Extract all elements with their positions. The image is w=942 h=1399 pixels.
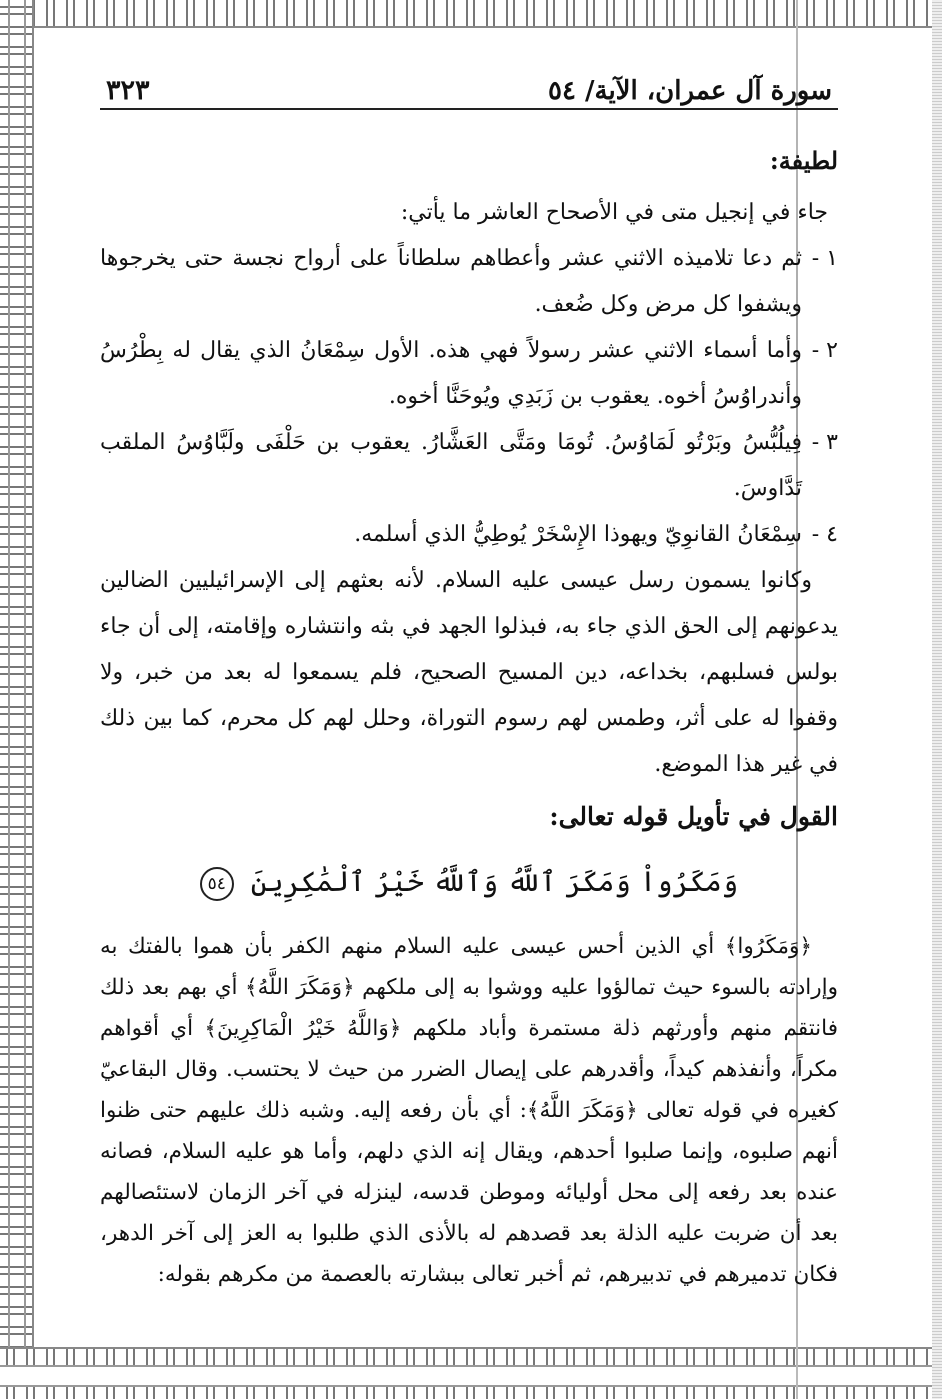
page-border-left bbox=[0, 0, 34, 1399]
ayah-number-marker: ٥٤ bbox=[200, 867, 234, 901]
closing-paragraph: وكانوا يسمون رسل عيسى عليه السلام. لأنه بعثهم إلى الإسرائيليين الضالين يدعونهم إلى الحق الذي جاء به، فبذلوا الجهد في بثه وانتشاره وإقامته، إلى أن جاء بولس فسلبهم، بخداعه، دين المسيح الصحيح، فلم يسمعوا له بعد من خبر، ولا وقفوا له على أثر، وطمس لهم رسوم التوراة، وحلل لهم كل محرم، كما بين ذلك في غير هذا الموضع. bbox=[100, 568, 839, 777]
commentary-paragraph: ﴿وَمَكَرُوا﴾ أي الذين أحس عيسى عليه السلام منهم الكفر بأن هموا بالفتك به وإرادته بالسوء حيث تمالؤوا عليه ووشوا به إلى ملكهم ﴿وَمَكَرَ اللَّهُ﴾ أي بهم بعد ذلك فانتقم منهم وأورثهم ذلة مستمرة وأباد ملكهم ﴿وَاللَّهُ خَيْرُ الْمَاكِرِينَ﴾ أي أقواهم مكراً، وأنفذهم كيداً، وأقدرهم على إيصال الضرر من حيث لا يحتسب. وقال البقاعيّ كغيره في قوله تعالى ﴿وَمَكَرَ اللَّهُ﴾: أي بأن رفعه إليه. وشبه ذلك عليهم حتى ظنوا أنهم صلبوه، وإنما صلبوا أحدهم، ويقال إنه الذي دلهم، وأما هو عليه السلام، فصانه عنده بعد رفعه إلى محل أوليائه وموطن قدسه، لينزله في آخر الزمان لاستئصالهم بعد أن ضربت عليه الذلة بعد قصدهم له بالأذى الذي طلبوا به العز إلى آخر الدهر، فكان تدميرهم في تدبيرهم، ثم أخبر تعالى ببشارته بالعصمة من مكرهم بقوله: bbox=[100, 934, 838, 1287]
list-item-text: فِيلُبُّسُ وبَرْتُو لَمَاوُسُ. تُومَا ومَتَّى العَشَّارُ. يعقوب بن حَلْفَى ولَبَّاوُسُ الملقب تَدَّاوسَ. bbox=[100, 430, 802, 501]
section-heading-latifa: لطيفة: bbox=[769, 146, 838, 175]
list-item bbox=[100, 512, 838, 558]
list-item-number: ٤ - bbox=[811, 522, 838, 547]
list-item bbox=[100, 236, 838, 328]
running-header bbox=[100, 56, 838, 110]
intro-line: جاء في إنجيل متى في الأصحاح العاشر ما يأتي: bbox=[400, 200, 828, 225]
list-item-number: ٢ - bbox=[811, 338, 838, 363]
verse-text: وَمَكَرُواْ وَمَكَرَ ٱللَّهُ وَٱللَّهُ خَيْرُ ٱلْمَٰكِرِينَ bbox=[250, 865, 739, 898]
page-border-bottom bbox=[0, 1347, 942, 1399]
commentary bbox=[100, 926, 838, 1295]
running-title: سورة آل عمران، الآية/ ٥٤ bbox=[548, 76, 832, 106]
list-item bbox=[100, 328, 838, 420]
list-item-number: ١ - bbox=[811, 246, 838, 271]
scan-edge bbox=[932, 0, 942, 1399]
quran-verse bbox=[100, 852, 838, 912]
page-number: ٣٢٣ bbox=[106, 75, 150, 106]
list-item bbox=[100, 420, 838, 512]
page-border-top bbox=[0, 0, 942, 28]
section-heading-tawil: القول في تأويل قوله تعالى: bbox=[549, 802, 838, 831]
list-item-text: سِمْعَانُ القانوِيّ ويهوذا الإِسْخَرْ يُوطِيُّ الذي أسلمه. bbox=[354, 522, 802, 547]
list-item-number: ٣ - bbox=[811, 430, 838, 455]
list-item-text: ثم دعا تلاميذه الاثني عشر وأعطاهم سلطاناً على أرواح نجسة حتى يخرجوها ويشفوا كل مرض وكل ضُعف. bbox=[100, 246, 802, 317]
book-page bbox=[100, 56, 838, 1339]
list-item-text: وأما أسماء الاثني عشر رسولاً فهي هذه. الأول سِمْعَانُ الذي يقال له بِطْرُسُ وأندراوُسُ أخوه. يعقوب بن زَبَدِي ويُوحَنَّا أخوه. bbox=[100, 338, 802, 409]
